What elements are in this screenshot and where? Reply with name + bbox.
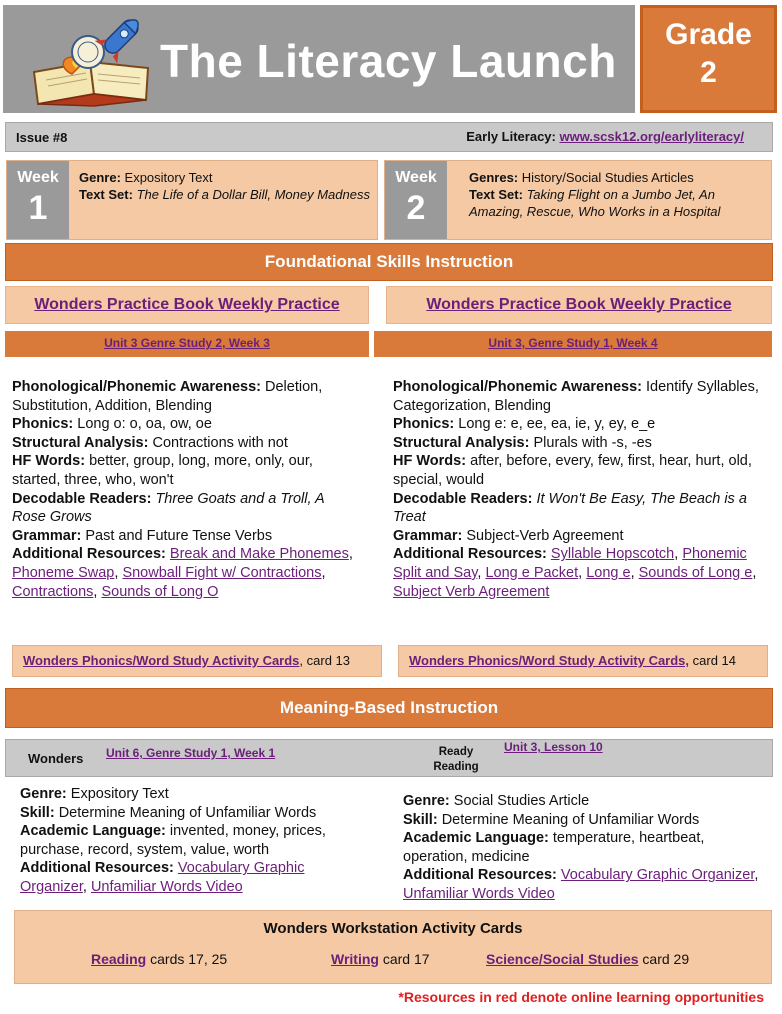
pa-label: Phonological/Phonemic Awareness: — [12, 379, 261, 395]
reading-link[interactable]: Reading — [91, 951, 147, 967]
practice-book-right — [386, 286, 772, 324]
ready-reading-label: Ready Reading — [433, 746, 479, 773]
grammar-value: Subject-Verb Agreement — [466, 527, 624, 544]
resource-link[interactable]: Break and Make Phonemes — [169, 546, 349, 563]
resource-link[interactable]: Unfamiliar Words Video — [403, 885, 555, 902]
resource-link[interactable]: Long e — [586, 564, 631, 581]
week-2-label: Week — [395, 169, 437, 186]
writing-link[interactable]: Writing — [331, 951, 379, 967]
resource-link[interactable]: Subject Verb Agreement — [393, 583, 550, 600]
meaning-curriculum-bar — [5, 739, 773, 777]
sa-label: Structural Analysis: — [12, 434, 149, 451]
practice-book-left — [5, 286, 369, 324]
week-2-textset: Taking Flight on a Jumbo Jet, An Amazing, Rescue, Who Works in a Hospital — [469, 187, 721, 219]
week-2-number: 2 — [406, 189, 426, 227]
phonics-cards-right — [398, 645, 768, 677]
practice-book-right-link[interactable]: Wonders Practice Book Weekly Practice — [426, 296, 732, 313]
workstation-science — [486, 951, 689, 967]
grammar-value: Past and Future Tense Verbs — [85, 527, 273, 544]
early-literacy — [466, 129, 744, 144]
resource-link[interactable]: Long e Packet — [485, 564, 579, 581]
practice-book-left-link[interactable]: Wonders Practice Book Weekly Practice — [34, 296, 340, 313]
phonics-cards-right-link[interactable]: Wonders Phonics/Word Study Activity Cards, — [409, 653, 690, 668]
issue-bar — [5, 122, 773, 152]
week-1-details — [79, 169, 371, 203]
academic-language-value: invented, money, prices, purchase, record, system, value, worth — [20, 823, 326, 858]
resource-link[interactable]: Sounds of Long O — [101, 583, 219, 600]
week-2-box — [384, 160, 772, 240]
skill-value: Determine Meaning of Unfamiliar Words — [58, 804, 317, 821]
textset-label: Text Set: — [79, 187, 133, 202]
week-1-textset: The Life of a Dollar Bill, Money Madness — [136, 187, 370, 202]
academic-language-value: temperature, heartbeat, operation, medicine — [403, 830, 705, 865]
hf-label: HF Words: — [393, 453, 467, 470]
dr-label: Decodable Readers: — [12, 490, 152, 507]
early-literacy-label: Early Literacy: — [466, 129, 556, 144]
resource-link[interactable]: Phonemic Split and Say — [393, 546, 747, 581]
science-cards: card 29 — [638, 951, 690, 967]
resource-link[interactable]: Sounds of Long e — [638, 564, 753, 581]
hf-value: better, group, long, more, only, our, started, three, who, won't — [12, 453, 313, 488]
grade-badge — [640, 5, 777, 113]
meaning-right-column: Genre: Social Studies Article Skill: Determine Meaning of Unfamiliar Words Academic Language: temperature, heartbeat, operation, medicine Additional Resources: Vocabulary Graphic Organizer, Unfamiliar Words Video — [403, 793, 759, 902]
sa-value: Plurals with -s, -es — [533, 434, 652, 451]
resource-link[interactable]: Vocabulary Graphic Organizer — [560, 867, 755, 884]
foundational-right-column: Phonological/Phonemic Awareness: Identify Syllables, Categorization, Blending Phonics: Long e: e, ee, ea, ie, y, ey, e_e Structural Analysis: Plurals with -s, -es HF Words: after, before, every, few, first, hear, hurt, old, special, would Decodable Readers: It Won't Be Easy, The Beach is a Treat Grammar: Subject-Verb Agreement Additional Resources: Syllable Hopscotch, Phonemic Split and Say, Long e Packet, Long e, Sounds of Long e, Subject Verb Agreement — [393, 379, 759, 600]
resource-link[interactable]: Snowball Fight w/ Contractions — [122, 564, 322, 581]
genre-value: Social Studies Article — [453, 793, 590, 809]
genre-label: Genre: — [79, 170, 121, 185]
academic-language-label: Academic Language: — [403, 830, 549, 847]
phonics-cards-left — [12, 645, 382, 677]
skill-label: Skill: — [20, 804, 55, 821]
resource-link[interactable]: Vocabulary Graphic Organizer — [20, 860, 305, 895]
unit-bar-left — [5, 331, 369, 357]
phonics-cards-right-count: card 14 — [689, 653, 737, 668]
week-1-number: 1 — [28, 189, 48, 227]
issue-number: Issue #8 — [16, 130, 68, 145]
dr-label: Decodable Readers: — [393, 490, 533, 507]
hf-value: after, before, every, few, first, hear, hurt, old, special, would — [393, 453, 752, 488]
week-2-tab — [385, 161, 447, 239]
sa-value: Contractions with not — [152, 434, 288, 451]
workstation-cards-box — [14, 910, 772, 984]
writing-cards: card 17 — [378, 951, 430, 967]
unit-left-link[interactable]: Unit 3 Genre Study 2, Week 3 — [104, 336, 270, 350]
phonics-cards-left-count: , card 13 — [299, 653, 351, 668]
meaning-left-column: Genre: Expository Text Skill: Determine Meaning of Unfamiliar Words Academic Language: invented, money, prices, purchase, record, system, value, worth Additional Resources: Vocabulary Graphic Organizer, Unfamiliar Words Video — [20, 786, 326, 895]
week-2-genre: History/Social Studies Articles — [521, 170, 694, 185]
workstation-reading — [91, 951, 227, 967]
genre-label: Genre: — [20, 786, 67, 802]
dr-value: Three Goats and a Troll, A Rose Grows — [12, 490, 325, 526]
wonders-label: Wonders — [28, 751, 84, 766]
genre-label: Genre: — [403, 793, 450, 809]
foundational-skills-header: Foundational Skills Instruction — [5, 243, 773, 281]
academic-language-label: Academic Language: — [20, 823, 166, 840]
week-1-tab — [7, 161, 69, 239]
grammar-label: Grammar: — [12, 527, 82, 544]
genres-label: Genres: — [469, 170, 519, 185]
resources-label: Additional Resources: — [12, 546, 166, 563]
grade-label: Grade — [665, 18, 752, 51]
foundational-left-column: Phonological/Phonemic Awareness: Deletion, Substitution, Addition, Blending Phonics: Long o: o, oa, ow, oe Structural Analysis: Contractions with not HF Words: better, group, long, more, only, our, started, three, who, won't Decodable Readers: Three Goats and a Troll, A Rose Grows Grammar: Past and Future Tense Verbs Additional Resources: Break and Make Phonemes, Phoneme Swap, Snowball Fight w/ Contractions, Contractions, Sounds of Long O — [12, 379, 353, 600]
science-link[interactable]: Science/Social Studies — [486, 951, 639, 967]
resources-label: Additional Resources: — [403, 867, 557, 884]
phonics-value: Long e: e, ee, ea, ie, y, ey, e_e — [458, 416, 656, 433]
phonics-label: Phonics: — [12, 416, 74, 433]
skill-value: Determine Meaning of Unfamiliar Words — [441, 811, 700, 828]
unit-right-link[interactable]: Unit 3, Genre Study 1, Week 4 — [488, 336, 658, 350]
resource-link[interactable]: Phoneme Swap — [12, 564, 115, 581]
book-rocket-logo-icon — [28, 10, 158, 108]
week-1-box — [6, 160, 378, 240]
pa-value: Deletion, Substitution, Addition, Blending — [12, 379, 323, 414]
workstation-title: Wonders Workstation Activity Cards — [263, 920, 523, 937]
week-1-label: Week — [17, 169, 59, 186]
week-1-genre: Expository Text — [124, 170, 213, 185]
grammar-label: Grammar: — [393, 527, 463, 544]
resources-label: Additional Resources: — [393, 546, 547, 563]
ready-unit-link[interactable]: Unit 3, Lesson 10 — [504, 740, 603, 754]
hf-label: HF Words: — [12, 453, 86, 470]
footnote: *Resources in red denote online learning opportunities — [398, 989, 764, 1005]
early-literacy-link[interactable]: www.scsk12.org/earlyliteracy/ — [559, 129, 744, 144]
meaning-based-header: Meaning-Based Instruction — [5, 688, 773, 728]
newsletter-title: The Literacy Launch — [160, 35, 617, 87]
resource-link[interactable]: Unfamiliar Words Video — [90, 878, 243, 895]
phonics-label: Phonics: — [393, 416, 455, 433]
wonders-unit-link[interactable]: Unit 6, Genre Study 1, Week 1 — [106, 746, 276, 760]
unit-bar-right — [374, 331, 772, 357]
grade-number: 2 — [700, 56, 717, 89]
resource-link[interactable]: Contractions — [12, 583, 94, 600]
pa-value: Identify Syllables, Categorization, Blending — [393, 379, 759, 414]
resource-link[interactable]: Syllable Hopscotch — [550, 546, 675, 563]
phonics-cards-left-link[interactable]: Wonders Phonics/Word Study Activity Cards — [23, 653, 300, 668]
skill-label: Skill: — [403, 811, 438, 828]
reading-cards: cards 17, 25 — [146, 951, 228, 967]
workstation-writing — [331, 951, 430, 967]
phonics-value: Long o: o, oa, ow, oe — [77, 416, 212, 433]
pa-label: Phonological/Phonemic Awareness: — [393, 379, 642, 395]
dr-value: It Won't Be Easy, The Beach is a Treat — [393, 490, 747, 526]
genre-value: Expository Text — [70, 786, 169, 802]
week-2-details — [469, 169, 769, 220]
sa-label: Structural Analysis: — [393, 434, 530, 451]
resources-label: Additional Resources: — [20, 860, 174, 877]
textset-label: Text Set: — [469, 187, 523, 202]
